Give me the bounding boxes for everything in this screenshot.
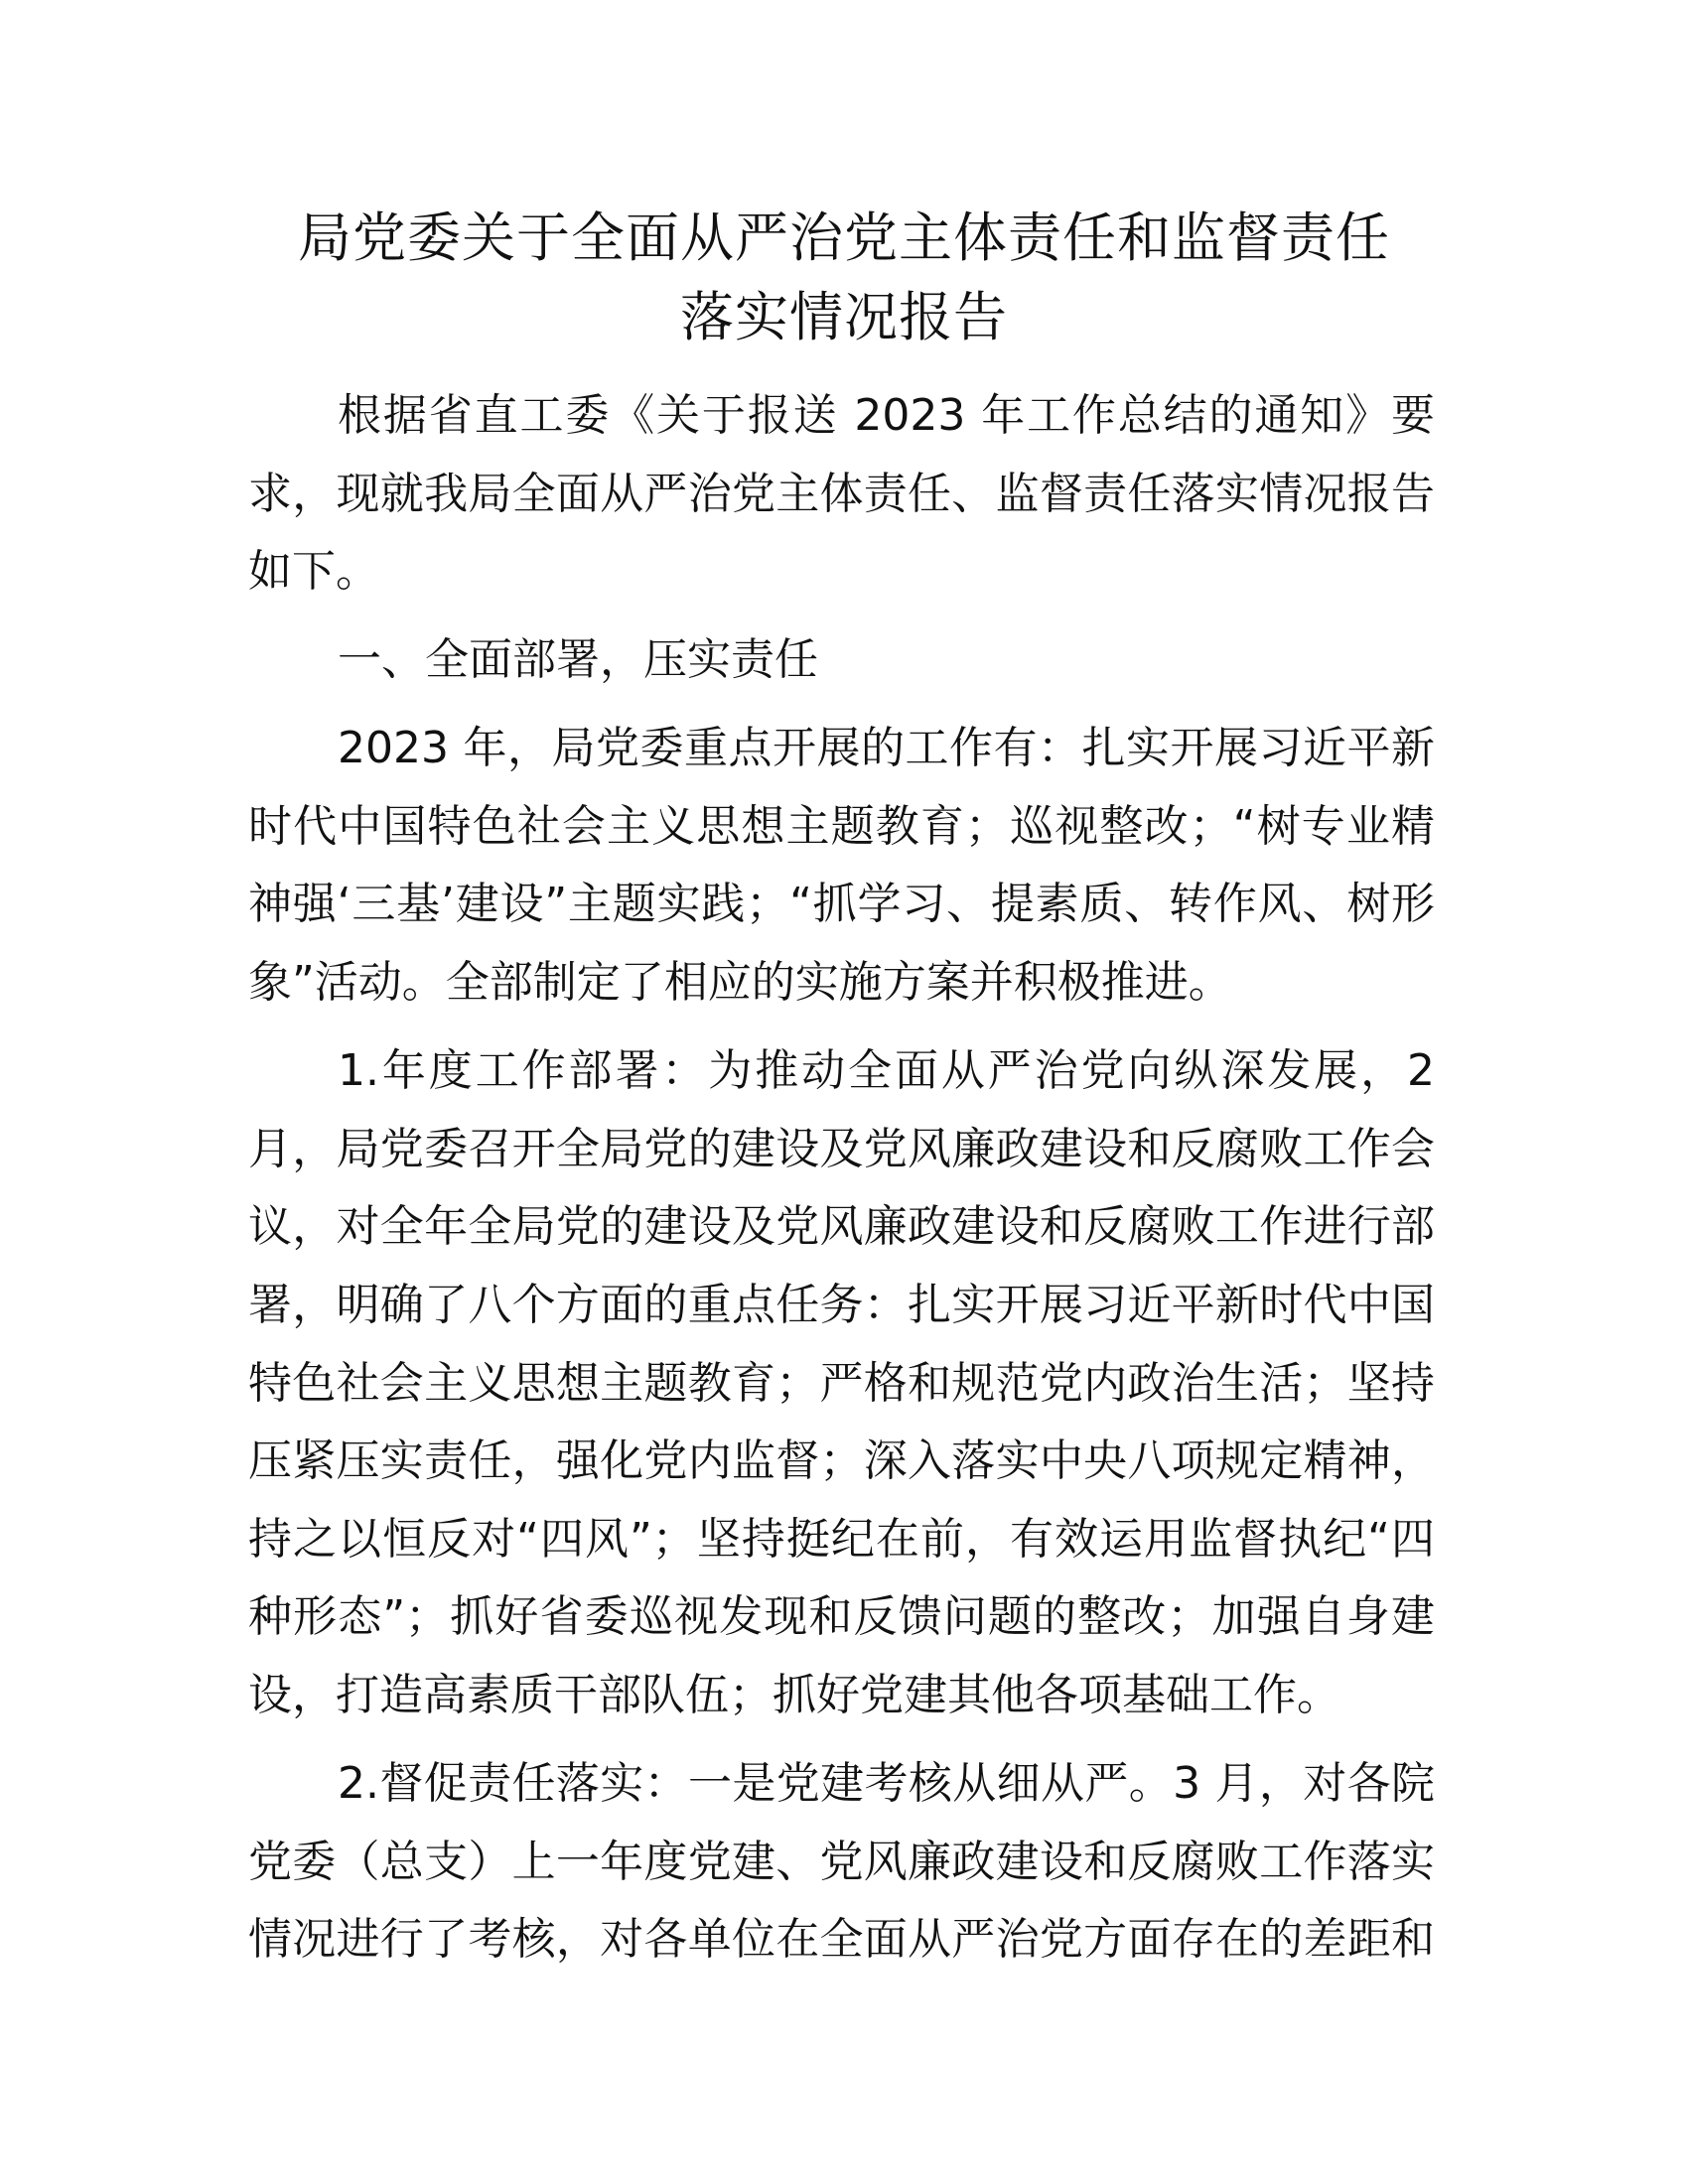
body-line: 压紧压实责任，强化党内监督；深入落实中央八项规定精神， [248,1435,1435,1486]
body-line: 持之以恒反对“四风”；坚持挺纪在前，有效运用监督执纪“四 [248,1514,1435,1565]
body-line: 情况进行了考核，对各单位在全面从严治党方面存在的差距和 [248,1914,1435,1965]
body-line: 求，现就我局全面从严治党主体责任、监督责任落实情况报告 [248,469,1435,519]
body-line: 1.年度工作部署：为推动全面从严治党向纵深发展，2 [338,1045,1435,1096]
body-line: 署，明确了八个方面的重点任务：扎实开展习近平新时代中国 [248,1280,1435,1330]
body-line: 党委（总支）上一年度党建、党风廉政建设和反腐败工作落实 [248,1837,1435,1887]
body-line: 议，对全年全局党的建设及党风廉政建设和反腐败工作进行部 [248,1201,1435,1252]
body-line: 时代中国特色社会主义思想主题教育；巡视整改；“树专业精 [248,801,1435,852]
body-line: 2023 年，局党委重点开展的工作有：扎实开展习近平新 [338,723,1435,773]
document-title-line-2: 落实情况报告 [680,286,1008,348]
body-line: 种形态”；抓好省委巡视发现和反馈问题的整改；加强自身建 [248,1591,1435,1642]
document-title-line-1: 局党委关于全面从严治党主体责任和监督责任 [298,206,1390,269]
body-line: 神强‘三基’建设”主题实践；“抓学习、提素质、转作风、树形 [248,879,1435,929]
body-line: 特色社会主义思想主题教育；严格和规范党内政治生活；坚持 [248,1358,1435,1409]
body-line: 设，打造高素质干部队伍；抓好党建其他各项基础工作。 [248,1670,1340,1720]
body-line: 象”活动。全部制定了相应的实施方案并积极推进。 [248,957,1232,1008]
section-heading: 一、全面部署，压实责任 [338,634,818,685]
body-line: 2.督促责任落实：一是党建考核从细从严。3 月，对各院 [338,1758,1435,1809]
body-line: 月，局党委召开全局党的建设及党风廉政建设和反腐败工作会 [248,1124,1435,1174]
body-line: 如下。 [248,546,379,597]
body-line: 根据省直工委《关于报送 2023 年工作总结的通知》要 [338,390,1435,441]
